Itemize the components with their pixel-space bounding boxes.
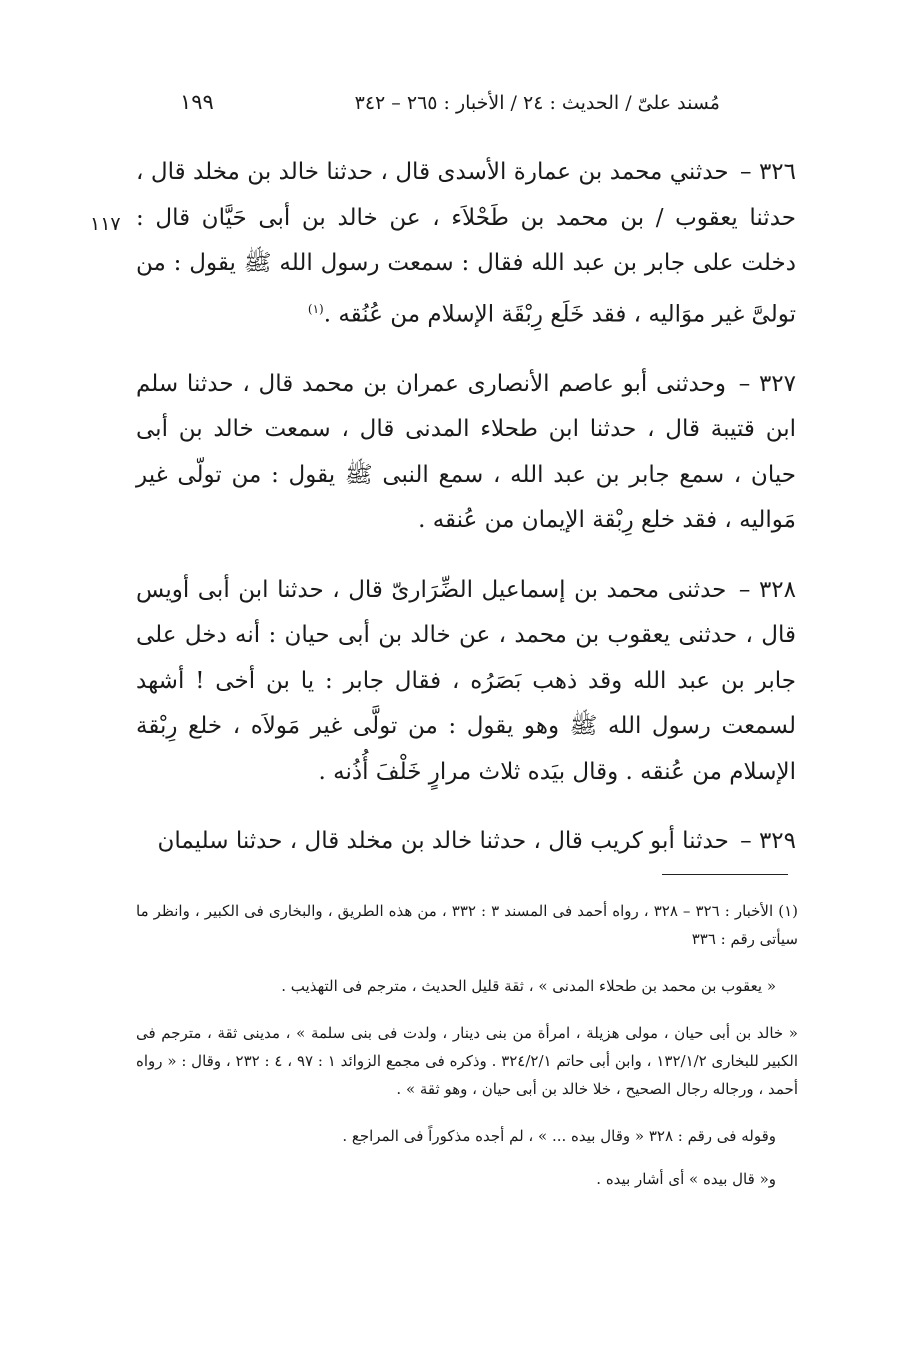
footnote-1: (١) الأخبار : ٣٢٦ – ٣٢٨ ، رواه أحمد فى المسند ٣ : ٣٣٢ ، من هذه الطريق ، والبخارى فى الكبير ، وانظر ما سيأتى رقم : ٣٣٦: [136, 902, 798, 948]
hadith-number: ٣٢٧ –: [738, 370, 797, 397]
hadith-number: ٣٢٨ –: [738, 576, 797, 603]
page-header: [160, 90, 720, 124]
hadith-text: حدثنا أبو كريب قال ، حدثنا خالد بن مخلد قال ، حدثنا سليمان: [157, 828, 729, 855]
footnote-note: وقوله فى رقم : ٣٢٨ « وقال بيده ... » ، لم أجده مذكوراً فى المراجع .: [342, 1127, 776, 1145]
running-title: مُسند علىّ / الحديث : ٢٤ / الأخبار : ٢٦٥ – ٣٤٢: [354, 92, 720, 114]
hadith-328: [136, 568, 796, 796]
footnote-note: « خالد بن أبى حيان ، مولى هزيلة ، امرأة من بنى دينار ، ولدت فى بنى سلمة » ، مدينى ثقة ، مترجم فى الكبير للبخارى ١٣٢/١/٢ ، وابن أبى حاتم ٣٢٤/٢/١ . وذكره فى مجمع الزوائد ١ : ٩٧ ، ٤ : ٢٣٢ ، وقال : « رواه أحمد ، ورجاله رجال الصحيح ، خلا خالد بن أبى حيان ، وهو ثقة » .: [136, 1024, 799, 1098]
footnote-note: و« قال بيده » أى أشار بيده .: [596, 1170, 776, 1188]
hadith-327: [136, 362, 796, 544]
footnote-divider: [662, 874, 788, 875]
page-number: ١٩٩: [180, 90, 214, 114]
hadith-326: [136, 150, 796, 338]
main-text: [136, 150, 796, 889]
footnote-reference: (١): [307, 301, 324, 316]
hadith-number: ٣٢٦ –: [740, 159, 797, 185]
margin-page-reference: ١١٧: [90, 213, 121, 235]
hadith-text: حدثني محمد بن عمارة الأسدى قال ، حدثنا خالد بن مخلد قال ، حدثنا يعقوب / بن محمد بن طَحْلاَء ، عن خالد بن أبى حَيَّان قال : دخلت على جابر بن عبد الله فقال : سمعت رسول الله ﷺ يقول : من تولىَّ غير موَاليه ، فقد خَلَع رِبْقَة الإسلام من عُنُقه .: [136, 159, 796, 328]
hadith-number: ٣٢٩ –: [740, 828, 796, 855]
hadith-text: حدثنى محمد بن إسماعيل الضِّرَارىّ قال ، حدثنا ابن أبى أويس قال ، حدثنى يعقوب بن محمد ، عن خالد بن أبى حيان : أنه دخل على جابر بن عبد الله وقد ذهب بَصَرُه ، فقال جابر : يا بن أخى ! أشهد لسمعت رسول الله ﷺ وهو يقول : من تولَّى غير مَولاَه ، خلع رِبْقة الإسلام من عُنقه . وقال بيَده ثلاث مرارٍ خَلْفَ أُذُنه .: [136, 576, 796, 785]
footnotes: [136, 897, 798, 1212]
hadith-329: [136, 819, 796, 865]
footnote-note: « يعقوب بن محمد بن طحلاء المدنى » ، ثقة قليل الحديث ، مترجم فى التهذيب .: [281, 977, 776, 995]
hadith-text: وحدثنى أبو عاصم الأنصارى عمران بن محمد قال ، حدثنا سلم ابن قتيبة قال ، حدثنا ابن طحلاء المدنى قال ، سمعت خالد بن أبى حيان ، سمع جابر بن عبد الله ، سمع النبى ﷺ يقول : من تولّى غير مَواليه ، فقد خلع رِبْقة الإيمان من عُنقه .: [136, 370, 796, 534]
